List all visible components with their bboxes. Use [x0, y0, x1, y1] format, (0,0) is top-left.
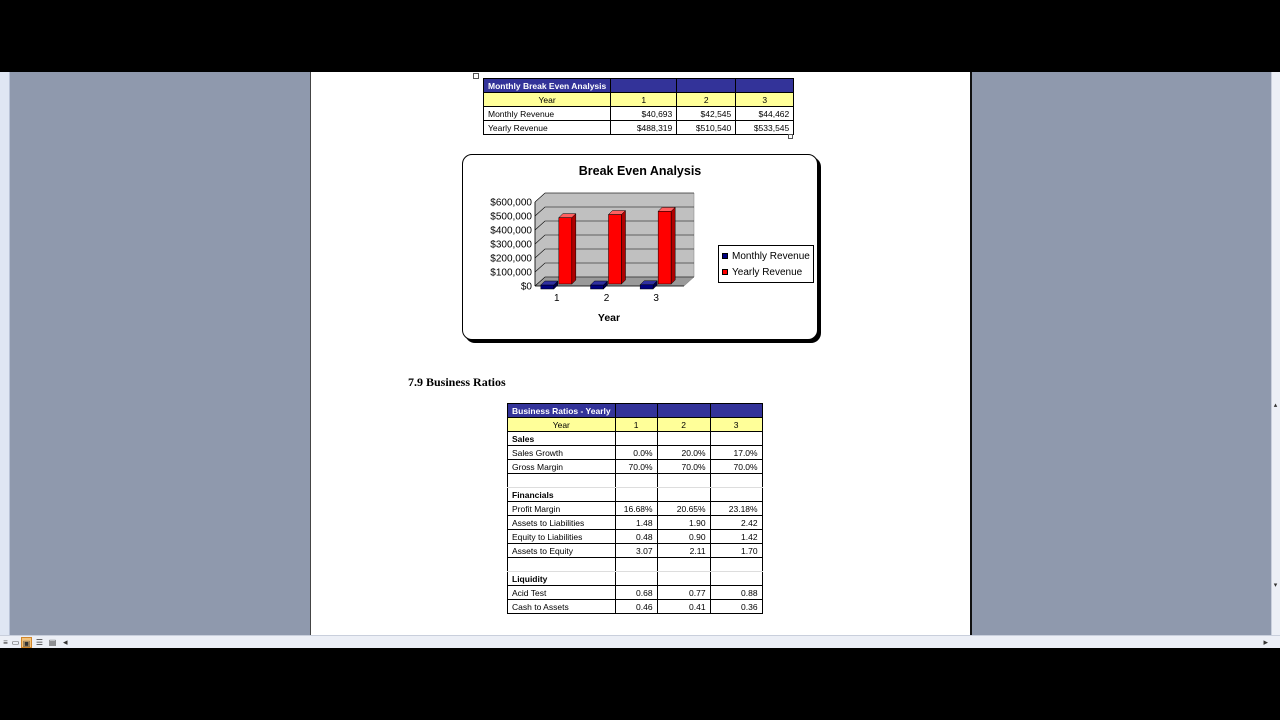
- bar-yearly-front: [658, 211, 671, 284]
- bar-yearly-side: [671, 207, 675, 284]
- blank-row: [508, 474, 763, 488]
- y-tick-label: $500,000: [490, 211, 532, 223]
- y-tick-label: $400,000: [490, 225, 532, 237]
- empty-cell: [615, 572, 657, 586]
- legend-swatch: [722, 269, 728, 275]
- year-cell: 3: [736, 93, 794, 107]
- x-tick-label: 3: [653, 293, 659, 304]
- year-cell: 2: [677, 93, 736, 107]
- reading-view-button[interactable]: ▤: [48, 638, 57, 647]
- y-tick-label: $300,000: [490, 239, 532, 251]
- table-row: [484, 107, 794, 121]
- print-layout-view-button[interactable]: ▣: [22, 639, 31, 648]
- value-cell: 70.0%: [710, 460, 762, 474]
- row-label: Gross Margin: [508, 460, 616, 474]
- section-heading: 7.9 Business Ratios: [408, 375, 506, 389]
- left-ruler-strip: [0, 72, 10, 635]
- value-cell: 20.0%: [657, 446, 710, 460]
- break-even-chart[interactable]: [462, 154, 818, 340]
- bar-yearly-front: [609, 215, 622, 284]
- bar-yearly-front: [559, 218, 572, 284]
- value-cell: 0.77: [657, 586, 710, 600]
- y-tick-label: $600,000: [490, 197, 532, 209]
- value-cell: 2.11: [657, 544, 710, 558]
- value-cell: 0.68: [615, 586, 657, 600]
- bar-monthly-front: [591, 285, 604, 289]
- table-row: [484, 121, 794, 135]
- row-label: Acid Test: [508, 586, 616, 600]
- header-cell: [677, 79, 736, 93]
- header-cell: [611, 79, 677, 93]
- value-cell: 0.90: [657, 530, 710, 544]
- table-resize-handle[interactable]: [788, 134, 793, 139]
- blank-cell: [710, 474, 762, 488]
- x-tick-label: 2: [603, 293, 610, 304]
- blank-cell: [615, 558, 657, 572]
- empty-cell: [710, 432, 762, 446]
- web-layout-view-button[interactable]: ▭: [11, 638, 20, 647]
- bar-yearly-side: [622, 211, 626, 284]
- y-tick-label: $100,000: [490, 267, 532, 279]
- empty-cell: [657, 432, 710, 446]
- chart-legend: [718, 245, 814, 283]
- value-cell: $44,462: [736, 107, 794, 121]
- value-cell: 70.0%: [657, 460, 710, 474]
- row-label: Yearly Revenue: [484, 121, 611, 135]
- value-cell: 0.48: [615, 530, 657, 544]
- scroll-up-icon[interactable]: ▴: [1273, 402, 1278, 409]
- table-row: [508, 502, 763, 516]
- section-row: [508, 488, 763, 502]
- value-cell: $488,319: [611, 121, 677, 135]
- y-tick-label: $200,000: [490, 253, 532, 265]
- outline-view-button[interactable]: ☰: [35, 638, 44, 647]
- legend-swatch: [722, 253, 728, 259]
- section-label: Liquidity: [508, 572, 616, 586]
- blank-row: [508, 558, 763, 572]
- value-cell: 70.0%: [615, 460, 657, 474]
- table-row: [508, 460, 763, 474]
- year-cell: 2: [657, 418, 710, 432]
- row-label: Sales Growth: [508, 446, 616, 460]
- value-cell: 1.42: [710, 530, 762, 544]
- ratios-table-title: Business Ratios - Yearly: [508, 404, 616, 418]
- scroll-left-icon[interactable]: ◂: [63, 637, 68, 647]
- x-tick-label: 1: [554, 293, 560, 304]
- value-cell: 17.0%: [710, 446, 762, 460]
- chart-title: Break Even Analysis: [578, 164, 702, 178]
- row-label: Equity to Liabilities: [508, 530, 616, 544]
- document-viewport: [0, 72, 1280, 635]
- header-cell: [657, 404, 710, 418]
- value-cell: 0.88: [710, 586, 762, 600]
- blank-cell: [710, 558, 762, 572]
- blank-cell: [657, 474, 710, 488]
- break-even-table: [483, 78, 794, 135]
- section-label: Financials: [508, 488, 616, 502]
- year-label-cell: Year: [484, 93, 611, 107]
- legend-item: [722, 248, 810, 264]
- legend-label: Yearly Revenue: [732, 266, 803, 278]
- row-label: Assets to Equity: [508, 544, 616, 558]
- section-row: [508, 432, 763, 446]
- table-row: [508, 516, 763, 530]
- empty-cell: [657, 488, 710, 502]
- section-label: Sales: [508, 432, 616, 446]
- value-cell: 23.18%: [710, 502, 762, 516]
- value-cell: $40,693: [611, 107, 677, 121]
- empty-cell: [615, 432, 657, 446]
- bar-monthly-front: [541, 285, 554, 289]
- year-cell: 1: [611, 93, 677, 107]
- value-cell: 1.70: [710, 544, 762, 558]
- blank-cell: [508, 558, 616, 572]
- document-page[interactable]: [310, 72, 972, 635]
- value-cell: 0.41: [657, 600, 710, 614]
- year-cell: 1: [615, 418, 657, 432]
- business-ratios-table: [507, 403, 763, 614]
- bar-yearly-side: [572, 214, 576, 284]
- year-cell: 3: [710, 418, 762, 432]
- legend-label: Monthly Revenue: [732, 250, 810, 262]
- table-row: [508, 600, 763, 614]
- year-label-cell: Year: [508, 418, 616, 432]
- header-cell: [615, 404, 657, 418]
- blank-cell: [508, 474, 616, 488]
- value-cell: 0.46: [615, 600, 657, 614]
- row-label: Assets to Liabilities: [508, 516, 616, 530]
- header-cell: [710, 404, 762, 418]
- value-cell: $42,545: [677, 107, 736, 121]
- value-cell: $533,545: [736, 121, 794, 135]
- x-axis-label: Year: [597, 312, 621, 324]
- legend-item: [722, 264, 810, 280]
- value-cell: 3.07: [615, 544, 657, 558]
- break-even-table-title: Monthly Break Even Analysis: [484, 79, 611, 93]
- table-row: [508, 530, 763, 544]
- blank-cell: [615, 474, 657, 488]
- header-cell: [736, 79, 794, 93]
- empty-cell: [615, 488, 657, 502]
- value-cell: 0.36: [710, 600, 762, 614]
- y-tick-label: $0: [520, 281, 532, 293]
- scroll-right-icon[interactable]: ▸: [1263, 637, 1268, 647]
- scroll-down-icon[interactable]: ▾: [1273, 582, 1278, 589]
- value-cell: 1.48: [615, 516, 657, 530]
- table-row: [508, 586, 763, 600]
- row-label: Cash to Assets: [508, 600, 616, 614]
- table-row: [508, 544, 763, 558]
- status-bar: [0, 635, 1280, 648]
- row-label: Monthly Revenue: [484, 107, 611, 121]
- normal-view-button[interactable]: ≡: [3, 638, 8, 647]
- table-move-handle[interactable]: [473, 73, 479, 79]
- value-cell: 1.90: [657, 516, 710, 530]
- empty-cell: [657, 572, 710, 586]
- value-cell: 0.0%: [615, 446, 657, 460]
- bar-monthly-front: [640, 285, 653, 289]
- value-cell: 20.65%: [657, 502, 710, 516]
- blank-cell: [657, 558, 710, 572]
- empty-cell: [710, 488, 762, 502]
- section-row: [508, 572, 763, 586]
- value-cell: $510,540: [677, 121, 736, 135]
- value-cell: 16.68%: [615, 502, 657, 516]
- empty-cell: [710, 572, 762, 586]
- value-cell: 2.42: [710, 516, 762, 530]
- table-row: [508, 446, 763, 460]
- vertical-scrollbar[interactable]: [1271, 72, 1280, 635]
- row-label: Profit Margin: [508, 502, 616, 516]
